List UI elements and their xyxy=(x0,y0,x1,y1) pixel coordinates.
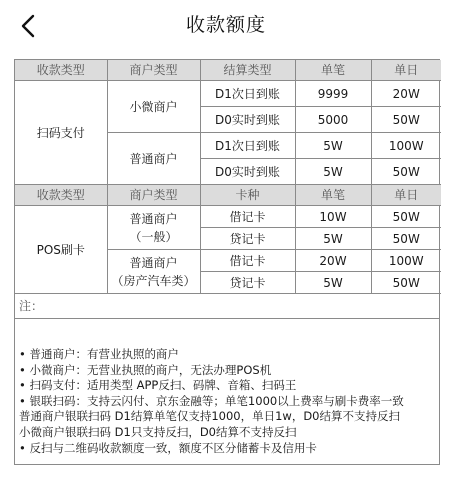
header-cell: 商户类型 xyxy=(107,185,200,206)
merchant-type-cell: 普通商户 xyxy=(107,133,200,185)
settle-type-cell: D0实时到账 xyxy=(200,159,295,185)
table-header-row xyxy=(15,185,441,206)
settle-type-cell: D1次日到账 xyxy=(200,133,295,159)
table-row xyxy=(15,81,441,107)
merchant-type-cell: 小微商户 xyxy=(107,81,200,133)
single-limit-cell: 9999 xyxy=(295,81,371,107)
category-cell: POS刷卡 xyxy=(15,206,107,294)
single-limit-cell: 5W xyxy=(295,133,371,159)
app-header xyxy=(0,0,452,52)
notes-label: 注： xyxy=(15,294,439,319)
daily-limit-cell: 50W xyxy=(371,159,441,185)
note-line: • 小微商户：无营业执照的商户，无法办理POS机 xyxy=(19,362,272,377)
notes-list xyxy=(15,319,439,456)
card-type-cell: 借记卡 xyxy=(200,250,295,272)
single-limit-cell: 5W xyxy=(295,272,371,294)
note-line: • 普通商户：有营业执照的商户 xyxy=(19,347,179,361)
table-header-row xyxy=(15,60,441,81)
settle-type-cell: D1次日到账 xyxy=(200,81,295,107)
daily-limit-cell: 50W xyxy=(371,206,441,228)
header-cell: 商户类型 xyxy=(107,60,200,81)
merchant-type-subline: （房产汽车类） xyxy=(111,273,196,288)
daily-limit-cell: 50W xyxy=(371,107,441,133)
card-type-cell: 借记卡 xyxy=(200,206,295,228)
page-title: 收款额度 xyxy=(185,14,266,36)
header-cell: 卡种 xyxy=(200,185,295,206)
merchant-type-cell xyxy=(107,250,200,294)
daily-limit-cell: 100W xyxy=(371,133,441,159)
merchant-type-subline: （一般） xyxy=(129,229,178,244)
quota-table xyxy=(15,60,441,294)
header-cell: 收款类型 xyxy=(15,185,107,206)
quota-sheet xyxy=(14,59,440,465)
table-row xyxy=(15,206,441,228)
note-line: • 扫码支付：适用类型 APP反扫、码牌、音箱、扫码王 xyxy=(19,378,297,393)
settle-type-cell: D0实时到账 xyxy=(200,107,295,133)
header-cell: 单日 xyxy=(371,185,441,206)
note-line: • 银联扫码：支持云闪付、京东金融等；单笔1000以上费率与刷卡费率一致 xyxy=(19,393,404,408)
header-cell: 结算类型 xyxy=(200,60,295,81)
single-limit-cell: 5000 xyxy=(295,107,371,133)
note-line: 小微商户银联扫码 D1只支持反扫，D0结算不支持反扫 xyxy=(19,424,297,439)
daily-limit-cell: 100W xyxy=(371,250,441,272)
merchant-type-cell xyxy=(107,206,200,250)
header-cell: 单日 xyxy=(371,60,441,81)
merchant-type-line: 普通商户 xyxy=(129,211,178,226)
single-limit-cell: 10W xyxy=(295,206,371,228)
daily-limit-cell: 50W xyxy=(371,272,441,294)
single-limit-cell: 5W xyxy=(295,228,371,250)
daily-limit-cell: 20W xyxy=(371,81,441,107)
header-cell: 收款类型 xyxy=(15,60,107,81)
card-type-cell: 贷记卡 xyxy=(200,228,295,250)
header-cell: 单笔 xyxy=(295,60,371,81)
merchant-type-line: 普通商户 xyxy=(129,255,178,270)
header-cell: 单笔 xyxy=(295,185,371,206)
single-limit-cell: 5W xyxy=(295,159,371,185)
note-line: 普通商户银联扫码 D1结算单笔仅支持1000，单日1w，D0结算不支持反扫 xyxy=(19,409,400,424)
single-limit-cell: 20W xyxy=(295,250,371,272)
note-line: • 反扫与二维码收款额度一致，额度不区分储蓄卡及信用卡 xyxy=(19,440,317,455)
category-cell: 扫码支付 xyxy=(15,81,107,185)
card-type-cell: 贷记卡 xyxy=(200,272,295,294)
daily-limit-cell: 50W xyxy=(371,228,441,250)
